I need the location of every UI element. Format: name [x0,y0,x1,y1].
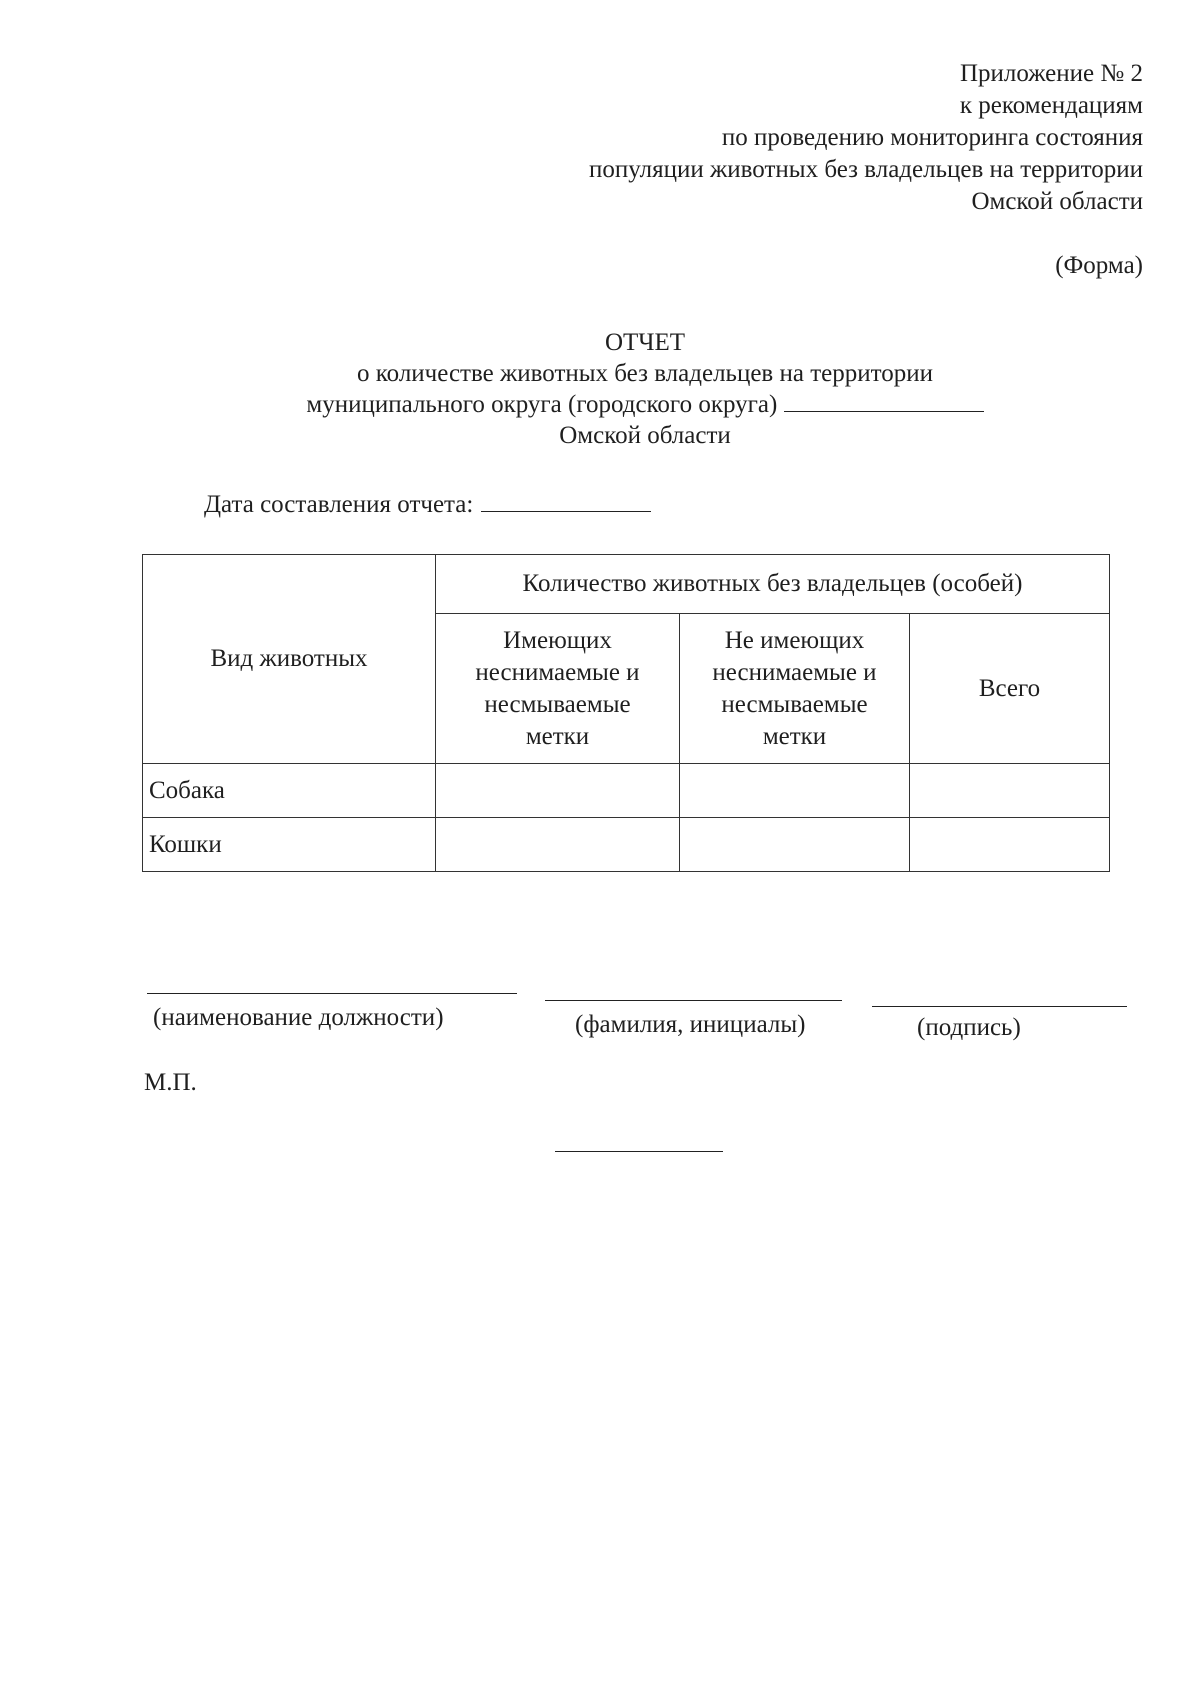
marked-column-header [436,614,680,764]
form-label: (Форма) [1055,252,1143,279]
dog-unmarked-cell[interactable] [680,764,910,818]
municipality-blank-field[interactable] [784,391,984,412]
table-row [143,818,1110,872]
appendix-line-5: Омской области [971,188,1143,215]
signature-line[interactable] [872,1006,1127,1007]
marked-column-header-text: Имеющих неснимаемые и несмываемые метки [475,626,640,750]
dog-marked-cell[interactable] [436,764,680,818]
row-species-dog: Собака [143,764,436,818]
total-column-header: Всего [910,614,1110,764]
report-title-line-1: о количестве животных без владельцев на территории [357,360,933,387]
species-column-header: Вид животных [143,555,436,764]
unmarked-column-header [680,614,910,764]
position-signature-line[interactable] [147,993,517,994]
document-end-line [555,1151,723,1152]
appendix-line-2: к рекомендациям [959,92,1143,119]
report-title-line-2 [0,389,1200,420]
count-group-header: Количество животных без владельцев (особей) [436,555,1110,614]
report-date-blank-field[interactable] [481,489,651,512]
report-title-line-2-text: муниципального округа (городского округа) [306,391,778,418]
signature-caption: (подпись) [917,1014,1021,1041]
stamp-label: М.П. [144,1069,197,1096]
report-title-block [0,327,1200,451]
report-heading: ОТЧЕТ [604,329,686,356]
report-date-label: Дата составления отчета: [204,491,474,518]
name-signature-line[interactable] [545,1000,842,1001]
position-caption: (наименование должности) [153,1004,444,1031]
name-caption: (фамилия, инициалы) [575,1011,806,1038]
appendix-line-1: Приложение № 2 [959,60,1143,87]
report-date [204,489,651,521]
appendix-line-4: популяции животных без владельцев на территории [589,156,1143,183]
appendix-line-3: по проведению мониторинга состояния [721,124,1143,151]
table-row [143,764,1110,818]
table-header-row-1 [143,555,1110,614]
cat-unmarked-cell[interactable] [680,818,910,872]
unmarked-column-header-text: Не имеющих неснимаемые и несмываемые метки [712,626,877,750]
appendix-header [589,58,1143,218]
row-species-cat: Кошки [143,818,436,872]
dog-total-cell[interactable] [910,764,1110,818]
cat-total-cell[interactable] [910,818,1110,872]
cat-marked-cell[interactable] [436,818,680,872]
report-title-line-3: Омской области [559,422,731,449]
animals-count-table [142,554,1110,872]
